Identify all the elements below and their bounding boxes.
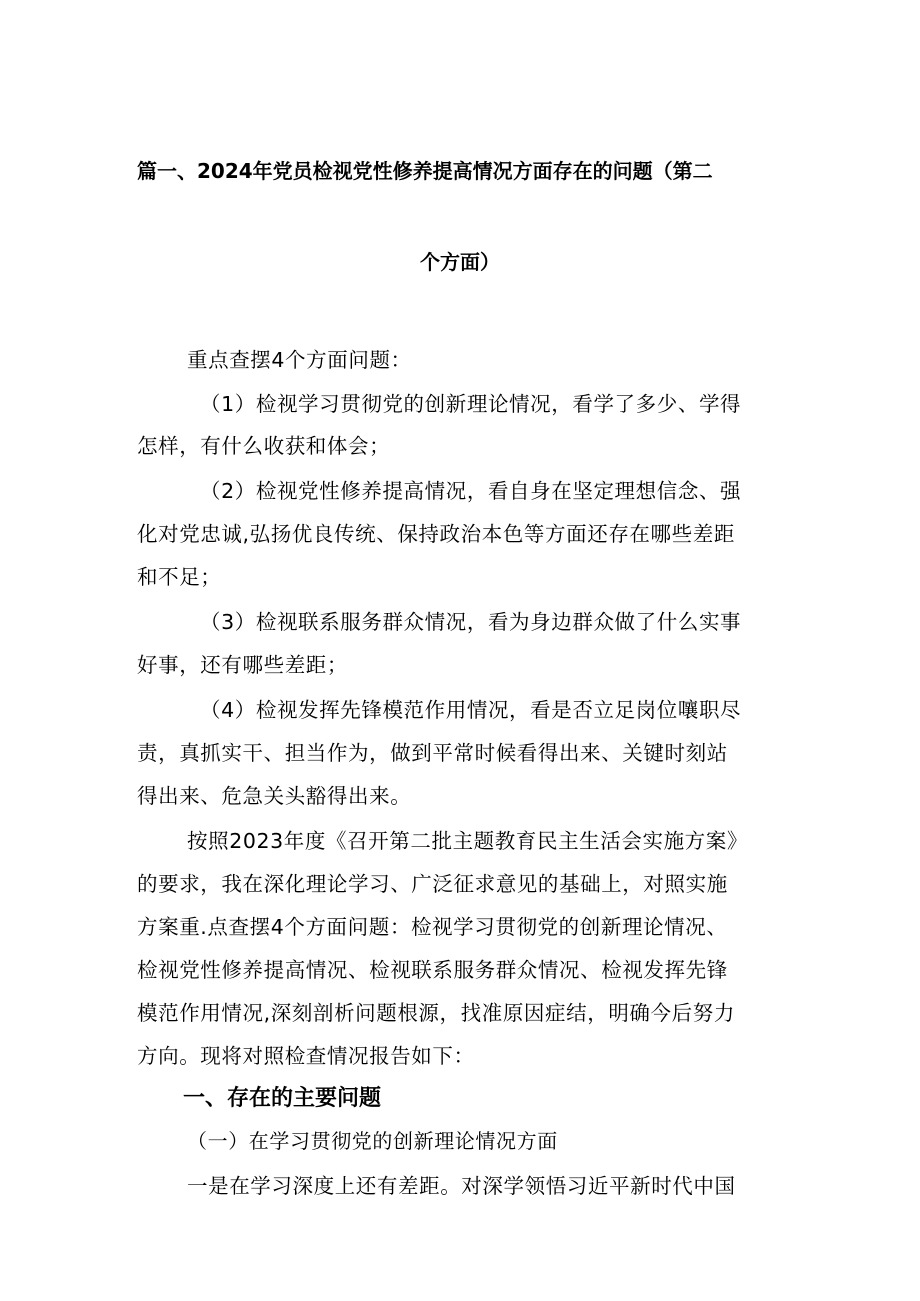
document-title-line-1: 篇一、2024年党员检视党性修养提高情况方面存在的问题（第二 (137, 159, 713, 183)
intro-line: 重点查摆4个方面问题： (187, 348, 412, 372)
item-4-line-2: 责，真抓实干、担当作为，做到平常时候看得出来、关键时刻站 (137, 741, 728, 765)
paragraph-line-6: 方向。现将对照检查情况报告如下： (137, 1044, 475, 1068)
paragraph-line-3: 方案重.点查摆4个方面问题：检视学习贯彻党的创新理论情况、 (137, 915, 728, 939)
item-2-line-3: 和不足； (137, 565, 222, 589)
item-3-line-2: 好事，还有哪些差距； (137, 653, 348, 677)
item-4-line-1: （4）检视发挥先锋模范作用情况，看是否立足岗位嚷职尽 (200, 698, 742, 722)
item-2-line-2: 化对党忠诚,弘扬优良传统、保持政治本色等方面还存在哪些差距 (137, 522, 735, 546)
document-title-line-2-text: 个方面） (420, 250, 500, 274)
paragraph-line-1: 按照2023年度《召开第二批主题教育民主生活会实施方案》 (187, 829, 748, 853)
item-1-line-1: （1）检视学习贯彻党的创新理论情况，看学了多少、学得 (200, 392, 742, 416)
document-title-line-2 (0, 248, 920, 276)
section-heading: 一、存在的主要问题 (183, 1086, 382, 1111)
paragraph-line-5: 模范作用情况,深刻剖析问题根源，找准原因症结，明确今后努力 (137, 1001, 735, 1025)
item-2-line-1: （2）检视党性修养提高情况，看自身在坚定理想信念、强 (200, 479, 742, 503)
paragraph-line-4: 检视党性修养提高情况、检视联系服务群众情况、检视发挥先锋 (137, 958, 728, 982)
item-3-line-1: （3）检视联系服务群众情况，看为身边群众做了什么实事 (200, 610, 742, 634)
item-4-line-3: 得出来、危急关头豁得出来。 (137, 784, 412, 808)
subsection-heading: （一）在学习贯彻党的创新理论情况方面 (187, 1129, 558, 1153)
paragraph-line-2: 的要求，我在深化理论学习、广泛征求意见的基础上，对照实施 (137, 872, 728, 896)
item-1-line-2: 怎样，有什么收获和体会； (137, 434, 391, 458)
body-line-last: 一是在学习深度上还有差距。对深学领悟习近平新时代中国 (187, 1174, 736, 1198)
